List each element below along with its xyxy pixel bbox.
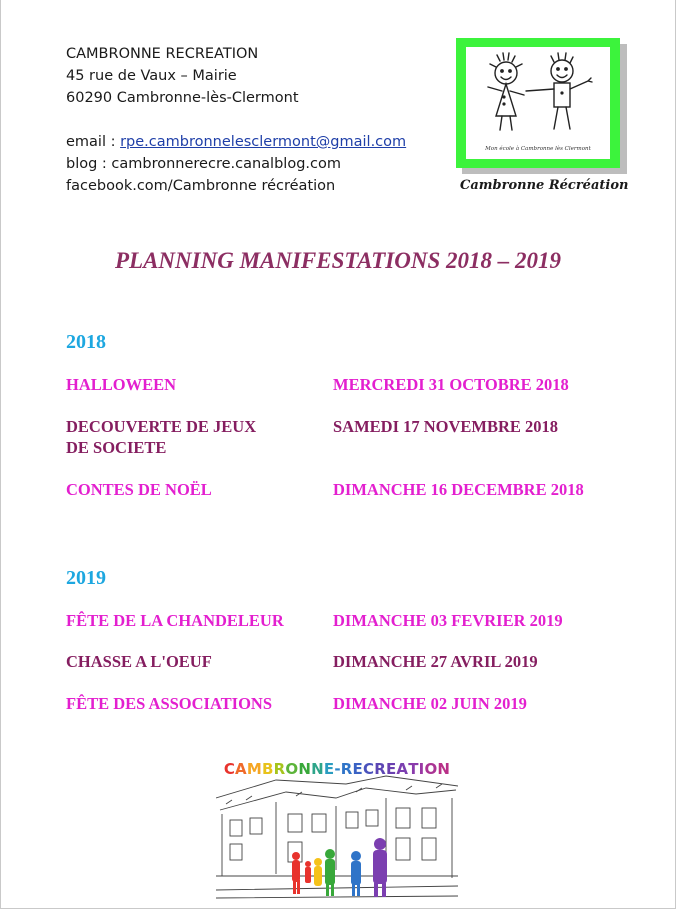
title-letter: O (424, 760, 438, 778)
blog-line: blog : cambronnerecre.canalblog.com (66, 156, 341, 172)
bottom-logo-title (216, 760, 458, 778)
event-date-jeux: SAMEDI 17 NOVEMBRE 2018 (333, 417, 559, 436)
title-letter: C (362, 760, 375, 778)
logo-drawing (466, 47, 610, 159)
email-label: email : (66, 134, 121, 150)
facebook-line: facebook.com/Cambronne récréation (66, 178, 336, 194)
contact-block (66, 43, 406, 197)
year-heading-2019: 2019 (66, 567, 106, 589)
title-letter: C (223, 760, 236, 778)
school-logo (456, 38, 620, 168)
title-letter: R (340, 760, 353, 778)
title-letter: E (323, 760, 335, 778)
event-name-contes: CONTES DE NOËL (66, 480, 212, 499)
address-line-1: 45 rue de Vaux – Mairie (66, 68, 237, 84)
title-letter: E (385, 760, 397, 778)
address-line-2: 60290 Cambronne-lès-Clermont (66, 90, 299, 106)
year-heading-2018: 2018 (66, 331, 106, 353)
title-letter: R (374, 760, 386, 778)
event-name-chandeleur: FÊTE DE LA CHANDELEUR (66, 611, 284, 630)
title-letter: A (396, 760, 409, 778)
title-letter: - (334, 760, 341, 778)
event-date-chasse-oeuf: DIMANCHE 27 AVRIL 2019 (333, 652, 538, 671)
title-letter: R (273, 760, 286, 778)
event-date-halloween: MERCREDI 31 OCTOBRE 2018 (333, 375, 569, 394)
event-date-contes: DIMANCHE 16 DECEMBRE 2018 (333, 480, 584, 499)
org-name: CAMBRONNE RECREATION (66, 46, 259, 62)
village-sketch-icon (216, 758, 458, 904)
title-letter: N (311, 760, 324, 778)
event-name-associations: FÊTE DES ASSOCIATIONS (66, 694, 273, 713)
page-title: PLANNING MANIFESTATIONS 2018 – 2019 (114, 248, 562, 273)
event-name-jeux-line2: DE SOCIETE (66, 438, 167, 457)
title-letter: A (235, 760, 247, 778)
email-link[interactable]: rpe.cambronnelesclermont@gmail.com (120, 134, 407, 150)
bottom-logo-image (216, 758, 458, 904)
event-date-associations: DIMANCHE 02 JUIN 2019 (333, 694, 527, 713)
title-letter: T (408, 760, 419, 778)
logo-caption: Mon école à Cambronne lès Clermont (485, 146, 591, 152)
title-letter: N (298, 760, 312, 778)
event-date-chandeleur: DIMANCHE 03 FEVRIER 2019 (333, 611, 563, 630)
title-letter: B (261, 760, 274, 778)
email-line (66, 131, 406, 153)
event-name-chasse-oeuf: CHASSE A L'OEUF (66, 652, 212, 671)
event-name-halloween: HALLOWEEN (66, 375, 177, 394)
event-name-jeux-line1: DECOUVERTE DE JEUX (66, 417, 257, 436)
title-letter: O (285, 760, 299, 778)
title-letter: N (437, 760, 451, 778)
logo-title: Cambronne Récréation (460, 178, 629, 193)
children-drawing-icon (466, 47, 610, 159)
title-letter: M (246, 760, 262, 778)
title-letter: I (418, 760, 425, 778)
title-letter: E (352, 760, 363, 778)
